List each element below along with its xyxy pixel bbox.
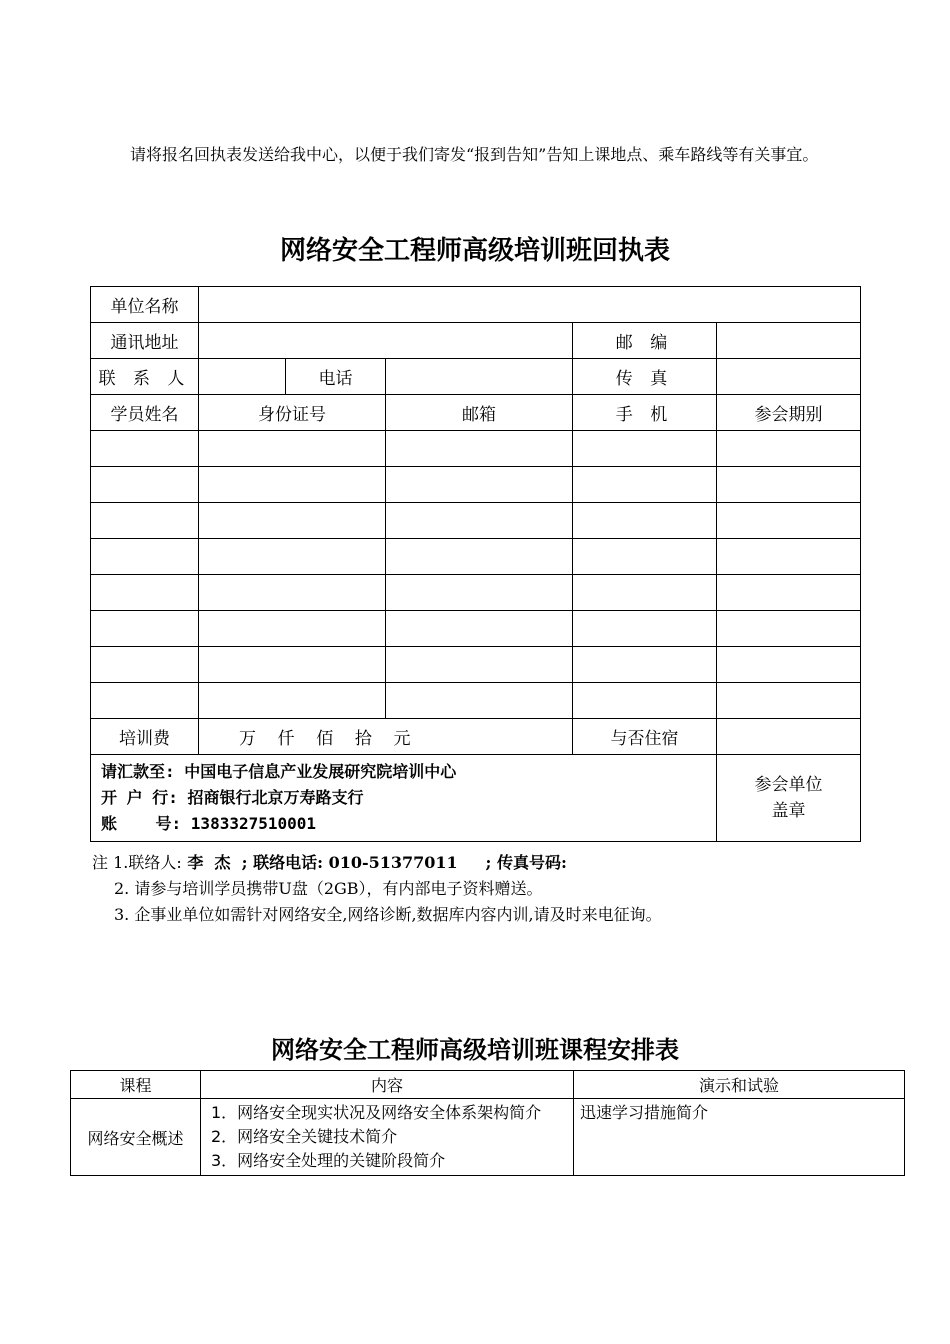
student-cell[interactable] — [717, 431, 861, 467]
col-email: 邮箱 — [386, 395, 573, 431]
intro-text: 请将报名回执表发送给我中心，以便于我们寄发“报到告知”告知上课地点、乘车路线等有关事宜。 — [130, 145, 819, 164]
student-cell[interactable] — [386, 467, 573, 503]
fee-label: 培训费 — [91, 719, 199, 755]
note-1-contact-label: 联络人: — [128, 853, 182, 872]
unit-name-field[interactable] — [199, 287, 861, 323]
student-cell[interactable] — [573, 431, 717, 467]
student-cell[interactable] — [386, 611, 573, 647]
student-cell[interactable] — [717, 467, 861, 503]
student-cell[interactable] — [91, 683, 199, 719]
student-cell[interactable] — [91, 611, 199, 647]
address-field[interactable] — [199, 323, 573, 359]
student-cell[interactable] — [386, 431, 573, 467]
note-1-prefix: 注 1. — [92, 853, 129, 872]
remit-line: 请汇款至: 中国电子信息产业发展研究院培训中心 — [101, 762, 457, 781]
student-cell[interactable] — [386, 539, 573, 575]
phone-field[interactable] — [386, 359, 573, 395]
student-cell[interactable] — [91, 575, 199, 611]
fee-units[interactable]: 万 仟 佰 拾 元 — [199, 719, 573, 755]
student-cell[interactable] — [91, 431, 199, 467]
student-cell[interactable] — [386, 575, 573, 611]
student-cell[interactable] — [199, 539, 386, 575]
postcode-field[interactable] — [717, 323, 861, 359]
student-cell[interactable] — [573, 539, 717, 575]
account-line: 账 号: 1383327510001 — [101, 814, 317, 833]
course-row-name: 网络安全概述 — [71, 1099, 201, 1176]
phone-label: 电话 — [286, 359, 386, 395]
student-row — [91, 539, 861, 575]
student-cell[interactable] — [717, 575, 861, 611]
student-row — [91, 503, 861, 539]
student-cell[interactable] — [199, 503, 386, 539]
address-label: 通讯地址 — [91, 323, 199, 359]
lodging-field[interactable] — [717, 719, 861, 755]
course-item: 2．网络安全关键技术简介 — [211, 1127, 398, 1146]
student-cell[interactable] — [91, 647, 199, 683]
col-id-number: 身份证号 — [199, 395, 386, 431]
col-session: 参会期别 — [717, 395, 861, 431]
student-cell[interactable] — [199, 683, 386, 719]
note-3: 3. 企事业单位如需针对网络安全,网络诊断,数据库内容内训,请及时来电征询。 — [114, 905, 662, 924]
contact-field[interactable] — [199, 359, 286, 395]
course-header-course: 课程 — [71, 1071, 201, 1099]
student-row — [91, 575, 861, 611]
seal-area — [717, 755, 861, 842]
student-row — [91, 431, 861, 467]
course-title: 网络安全工程师高级培训班课程安排表 — [271, 1036, 679, 1064]
contact-label: 联 系 人 — [91, 359, 199, 395]
seal-line1: 参会单位 — [754, 775, 823, 795]
bank-info — [91, 755, 717, 842]
note-1-contact: 李 杰 ; 联络电话: 010-51377011 ; 传真号码: — [181, 853, 567, 872]
student-row — [91, 683, 861, 719]
course-row-demo: 迅速学习措施简介 — [574, 1099, 905, 1176]
form-title: 网络安全工程师高级培训班回执表 — [279, 236, 670, 266]
student-row — [91, 611, 861, 647]
student-cell[interactable] — [573, 467, 717, 503]
col-student-name: 学员姓名 — [91, 395, 199, 431]
student-row — [91, 467, 861, 503]
student-cell[interactable] — [386, 503, 573, 539]
student-cell[interactable] — [199, 431, 386, 467]
postcode-label: 邮 编 — [573, 323, 717, 359]
student-cell[interactable] — [717, 647, 861, 683]
student-cell[interactable] — [386, 647, 573, 683]
student-cell[interactable] — [199, 647, 386, 683]
student-cell[interactable] — [573, 683, 717, 719]
course-item: 3．网络安全处理的关键阶段简介 — [211, 1151, 446, 1170]
student-cell[interactable] — [199, 611, 386, 647]
bank-line: 开 户 行: 招商银行北京万寿路支行 — [101, 788, 364, 807]
course-table — [70, 1070, 905, 1176]
student-cell[interactable] — [199, 575, 386, 611]
registration-form-table — [90, 286, 861, 842]
student-cell[interactable] — [91, 467, 199, 503]
col-mobile: 手 机 — [573, 395, 717, 431]
student-cell[interactable] — [573, 647, 717, 683]
lodging-label: 与否住宿 — [573, 719, 717, 755]
student-cell[interactable] — [91, 503, 199, 539]
course-header-demo: 演示和试验 — [574, 1071, 905, 1099]
course-header-content: 内容 — [201, 1071, 574, 1099]
student-cell[interactable] — [573, 575, 717, 611]
course-item: 1．网络安全现实状况及网络安全体系架构简介 — [211, 1103, 542, 1122]
student-cell[interactable] — [91, 539, 199, 575]
note-1 — [92, 850, 892, 876]
unit-name-label: 单位名称 — [91, 287, 199, 323]
student-row — [91, 647, 861, 683]
fax-label: 传 真 — [573, 359, 717, 395]
seal-line2: 盖章 — [771, 801, 806, 821]
student-cell[interactable] — [717, 503, 861, 539]
fax-field[interactable] — [717, 359, 861, 395]
course-row-content — [201, 1099, 574, 1176]
student-cell[interactable] — [717, 539, 861, 575]
student-cell[interactable] — [199, 467, 386, 503]
student-cell[interactable] — [386, 683, 573, 719]
notes — [92, 850, 892, 928]
student-cell[interactable] — [717, 683, 861, 719]
student-cell[interactable] — [573, 503, 717, 539]
student-cell[interactable] — [717, 611, 861, 647]
note-2: 2. 请参与培训学员携带U盘（2GB），有内部电子资料赠送。 — [114, 879, 543, 898]
student-cell[interactable] — [573, 611, 717, 647]
